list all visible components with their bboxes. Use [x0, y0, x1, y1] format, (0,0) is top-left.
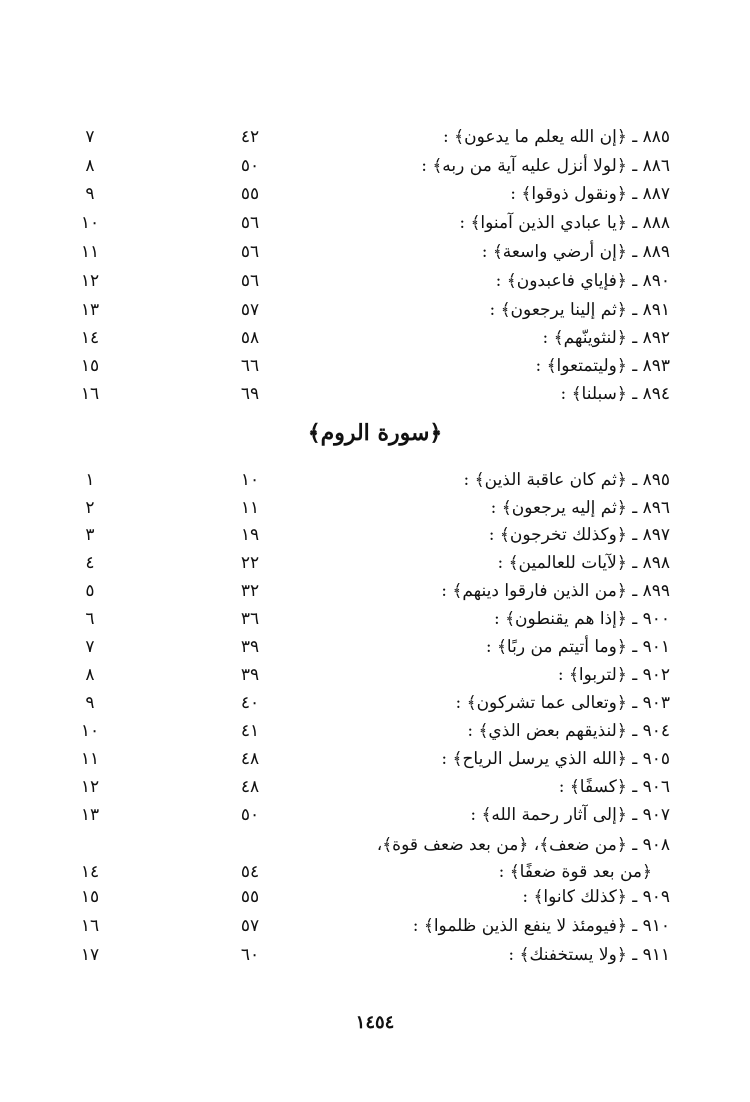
index-row [70, 660, 670, 690]
ayah-number: ٤٨ [240, 777, 260, 797]
verse-entry: ٨٩٧ ـ ﴿وكذلك تخرجون﴾ : [488, 525, 670, 545]
verse-entry: ٨٨٧ ـ ﴿ونقول ذوقوا﴾ : [510, 184, 670, 204]
order-number: ١٠ [80, 721, 100, 741]
order-number: ١٢ [80, 271, 100, 291]
ayah-number: ٣٩ [240, 665, 260, 685]
verse-entry: ٩٠٠ ـ ﴿إذا هم يقنطون﴾ : [493, 609, 670, 629]
ayah-number: ٥٦ [240, 271, 260, 291]
order-number: ٣ [85, 525, 95, 545]
index-row [70, 772, 670, 802]
verse-entry: ٩٠٢ ـ ﴿لتربوا﴾ : [557, 665, 670, 685]
ayah-number: ٥٧ [240, 916, 260, 936]
order-number: ١٦ [80, 384, 100, 404]
order-number: ١٦ [80, 916, 100, 936]
order-number: ١٢ [80, 777, 100, 797]
ayah-number: ١٠ [240, 470, 260, 490]
index-row [70, 323, 670, 353]
ayah-number: ١١ [240, 498, 260, 518]
ayah-number: ٤٢ [240, 127, 260, 147]
order-number: ١٧ [80, 945, 100, 965]
index-row [70, 351, 670, 381]
verse-entry: ٩٠٣ ـ ﴿وتعالى عما تشركون﴾ : [455, 693, 670, 713]
index-row [70, 266, 670, 296]
order-number: ٢ [85, 498, 95, 518]
verse-entry: ٩٠٤ ـ ﴿لنذيقهم بعض الذي﴾ : [467, 721, 670, 741]
verse-entry: ٨٩٢ ـ ﴿لنثوينّهم﴾ : [542, 328, 670, 348]
order-number: ١٥ [80, 356, 100, 376]
verse-entry: ٨٩٨ ـ ﴿لآيات للعالمين﴾ : [497, 553, 670, 573]
verse-entry: ٨٨٩ ـ ﴿إن أرضي واسعة﴾ : [481, 242, 670, 262]
order-number: ١ [85, 470, 95, 490]
order-number: ١٠ [80, 213, 100, 233]
ayah-number: ٦٩ [240, 384, 260, 404]
index-row [70, 208, 670, 238]
order-number: ٩ [85, 184, 95, 204]
verse-entry: ٨٨٨ ـ ﴿يا عبادي الذين آمنوا﴾ : [459, 213, 670, 233]
verse-entry: ٩٠١ ـ ﴿وما أتيتم من ربًا﴾ : [485, 637, 670, 657]
verse-entry: ٩٠٧ ـ ﴿إلى آثار رحمة الله﴾ : [470, 805, 670, 825]
ayah-number: ٥٧ [240, 300, 260, 320]
verse-entry: ٨٨٥ ـ ﴿إن الله يعلم ما يدعون﴾ : [443, 127, 670, 147]
index-row [70, 379, 670, 409]
index-row [70, 716, 670, 746]
index-row [70, 882, 670, 912]
verse-entry: ٩١٠ ـ ﴿فيومئذ لا ينفع الذين ظلموا﴾ : [412, 916, 670, 936]
ayah-number: ٢٢ [240, 553, 260, 573]
ayah-number: ١٩ [240, 525, 260, 545]
order-number: ١١ [80, 749, 100, 769]
index-row [70, 548, 670, 578]
index-row-wrapped [70, 830, 670, 860]
order-number: ٤ [85, 553, 95, 573]
index-row [70, 800, 670, 830]
verse-entry: ٨٩٠ ـ ﴿فإياي فاعبدون﴾ : [495, 271, 670, 291]
order-number: ٥ [85, 581, 95, 601]
ayah-number: ٤٠ [240, 693, 260, 713]
verse-entry-line-2: ﴿من بعد قوة ضعفًا﴾ : [498, 862, 652, 882]
index-row [70, 295, 670, 325]
index-row [70, 122, 670, 152]
page-number: ١٤٥٤ [355, 1012, 395, 1033]
order-number: ١٤ [80, 328, 100, 348]
verse-entry: ٨٩٩ ـ ﴿من الذين فارقوا دينهم﴾ : [441, 581, 670, 601]
ayah-number: ٥٦ [240, 213, 260, 233]
index-row [70, 237, 670, 267]
ayah-number: ٥٨ [240, 328, 260, 348]
index-row [70, 744, 670, 774]
ayah-number: ٥٦ [240, 242, 260, 262]
index-row [70, 576, 670, 606]
ayah-number: ٥٥ [240, 887, 260, 907]
index-row [70, 632, 670, 662]
index-row [70, 179, 670, 209]
order-number: ١٣ [80, 300, 100, 320]
ayah-number: ٣٦ [240, 609, 260, 629]
ayah-number: ٤١ [240, 721, 260, 741]
ayah-number: ٥٠ [240, 156, 260, 176]
ayah-number: ٦٦ [240, 356, 260, 376]
index-row [70, 151, 670, 181]
verse-entry: ٩٠٦ ـ ﴿كسفًا﴾ : [558, 777, 670, 797]
verse-entry: ٨٩٤ ـ ﴿سبلنا﴾ : [560, 384, 670, 404]
index-row [70, 520, 670, 550]
index-row [70, 604, 670, 634]
index-row [70, 465, 670, 495]
index-row [70, 493, 670, 523]
index-row [70, 688, 670, 718]
order-number: ١٤ [80, 862, 100, 882]
index-row [70, 911, 670, 941]
verse-entry: ٩١١ ـ ﴿ولا يستخفنك﴾ : [508, 945, 670, 965]
index-row [70, 940, 670, 970]
order-number: ٨ [85, 665, 95, 685]
verse-entry: ٨٩٥ ـ ﴿ثم كان عاقبة الذين﴾ : [463, 470, 670, 490]
ayah-number: ٦٠ [240, 945, 260, 965]
order-number: ١٣ [80, 805, 100, 825]
order-number: ١١ [80, 242, 100, 262]
order-number: ٨ [85, 156, 95, 176]
verse-entry: ٨٩٣ ـ ﴿وليتمتعوا﴾ : [535, 356, 670, 376]
ayah-number: ٣٢ [240, 581, 260, 601]
order-number: ٩ [85, 693, 95, 713]
ayah-number: ٤٨ [240, 749, 260, 769]
verse-entry: ٨٩١ ـ ﴿ثم إلينا يرجعون﴾ : [489, 300, 670, 320]
ayah-number: ٥٠ [240, 805, 260, 825]
verse-entry: ٨٨٦ ـ ﴿لولا أنزل عليه آية من ربه﴾ : [421, 156, 670, 176]
verse-entry: ٩٠٥ ـ ﴿الله الذي يرسل الرياح﴾ : [441, 749, 670, 769]
ayah-number: ٣٩ [240, 637, 260, 657]
order-number: ١٥ [80, 887, 100, 907]
ayah-number: ٥٤ [240, 862, 260, 882]
order-number: ٧ [85, 127, 95, 147]
surah-heading: ﴿سورة الروم﴾ [307, 420, 443, 446]
verse-entry-line-1: ٩٠٨ ـ ﴿من ضعف﴾، ﴿من بعد ضعف قوة﴾، [376, 835, 670, 855]
verse-entry: ٩٠٩ ـ ﴿كذلك كانوا﴾ : [522, 887, 670, 907]
ayah-number: ٥٥ [240, 184, 260, 204]
order-number: ٧ [85, 637, 95, 657]
order-number: ٦ [85, 609, 95, 629]
verse-entry: ٨٩٦ ـ ﴿ثم إليه يرجعون﴾ : [490, 498, 670, 518]
